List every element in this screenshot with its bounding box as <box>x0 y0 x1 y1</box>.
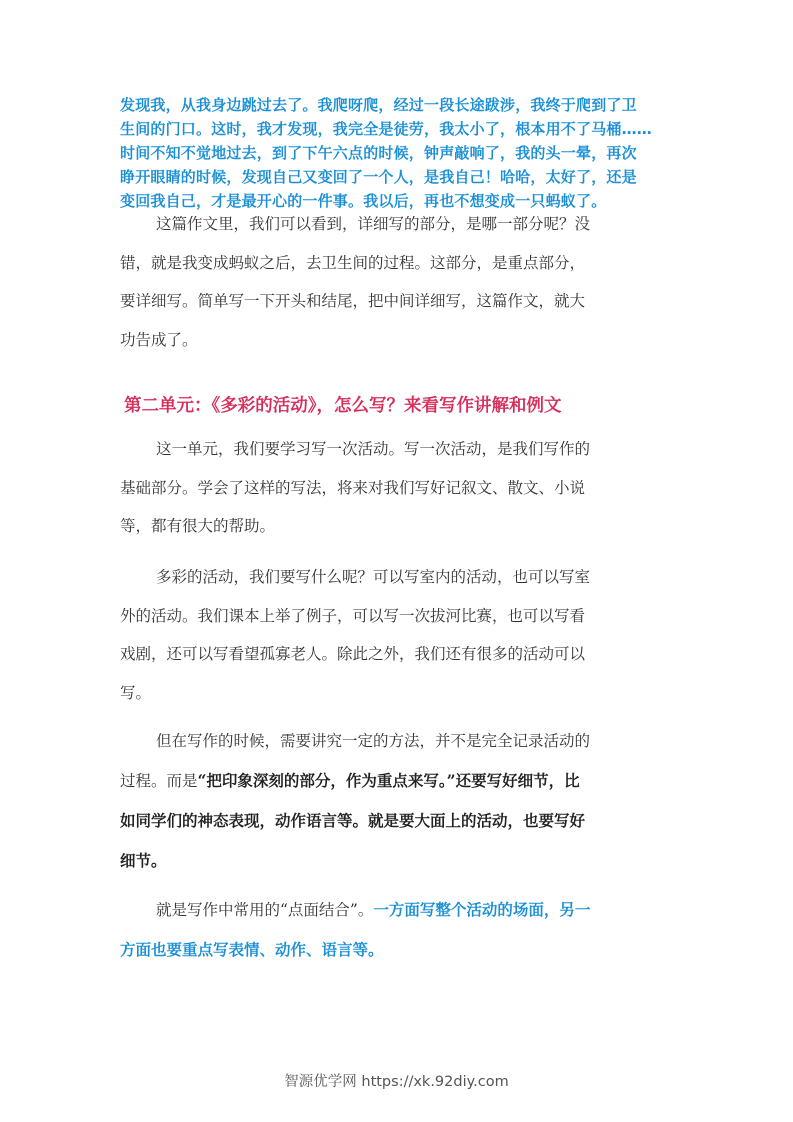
paragraph-line: 写。 <box>120 683 152 702</box>
paragraph-line: 但在写作的时候，需要讲究一定的方法，并不是完全记录活动的 <box>156 732 591 750</box>
paragraph-line: 基础部分。学会了这样的写法，将来对我们写好记叙文、散文、小说 <box>120 478 586 497</box>
story-line: 发现我，从我身边跳过去了。我爬呀爬，经过一段长途跋涉，我终于爬到了卫 <box>120 96 637 114</box>
paragraph-line: 这一单元，我们要学习写一次活动。写一次活动，是我们写作的 <box>156 440 591 458</box>
paragraph-line: 要详细写。简单写一下开头和结尾，把中间详细写，这篇作文，就大 <box>120 292 586 310</box>
analysis-paragraph <box>120 205 676 359</box>
summary-paragraph <box>120 890 676 970</box>
highlight-text: 一方面写整个活动的场面，另一 <box>373 900 591 919</box>
story-line: 变回我自己，才是最开心的一件事。我以后，再也不想变成一只蚂蚁了。 <box>120 192 607 210</box>
emphasis-line: 如同学们的神态表现，动作语言等。就是要大面上的活动，也要写好 <box>120 811 586 830</box>
footer-watermark: 智源优学网 https://xk.92diy.com <box>284 1074 509 1090</box>
paragraph-line <box>120 890 676 930</box>
paragraph-line: 功告成了。 <box>120 330 198 349</box>
intro-paragraph <box>120 430 676 546</box>
paragraph-text: 就是写作中常用的“点面结合”。 <box>156 901 374 919</box>
activities-paragraph <box>120 558 676 712</box>
paragraph-line <box>120 761 676 801</box>
paragraph-line: 这篇作文里，我们可以看到，详细写的部分，是哪一部分呢？没 <box>156 215 591 233</box>
paragraph-line: 等，都有很大的帮助。 <box>120 517 276 535</box>
emphasis-line: 细节。 <box>120 851 167 870</box>
paragraph-line: 错，就是我变成蚂蚁之后，去卫生间的过程。这部分，是重点部分， <box>120 253 586 272</box>
story-excerpt <box>120 93 680 213</box>
section-heading: 第二单元：《多彩的活动》，怎么写？来看写作讲解和例文 <box>124 396 562 416</box>
emphasis-text: “把印象深刻的部分，作为重点来写。”还要写好细节，比 <box>197 771 580 790</box>
paragraph-text: 过程。而是 <box>120 772 198 790</box>
highlight-line: 方面也要重点写表情、动作、语言等。 <box>120 940 384 959</box>
story-line: 睁开眼睛的时候，发现自己又变回了一个人，是我自己！哈哈，太好了，还是 <box>120 168 637 186</box>
method-paragraph <box>120 721 676 881</box>
paragraph-line: 戏剧，还可以写看望孤寡老人。除此之外，我们还有很多的活动可以 <box>120 645 586 663</box>
story-line: 生间的门口。这时，我才发现，我完全是徒劳，我太小了，根本用不了马桶…… <box>120 120 653 138</box>
paragraph-line: 多彩的活动，我们要写什么呢？可以写室内的活动，也可以写室 <box>156 568 591 586</box>
paragraph-line: 外的活动。我们课本上举了例子，可以写一次拔河比赛，也可以写看 <box>120 606 586 625</box>
story-line: 时间不知不觉地过去，到了下午六点的时候，钟声敲响了，我的头一晕，再次 <box>120 144 637 162</box>
